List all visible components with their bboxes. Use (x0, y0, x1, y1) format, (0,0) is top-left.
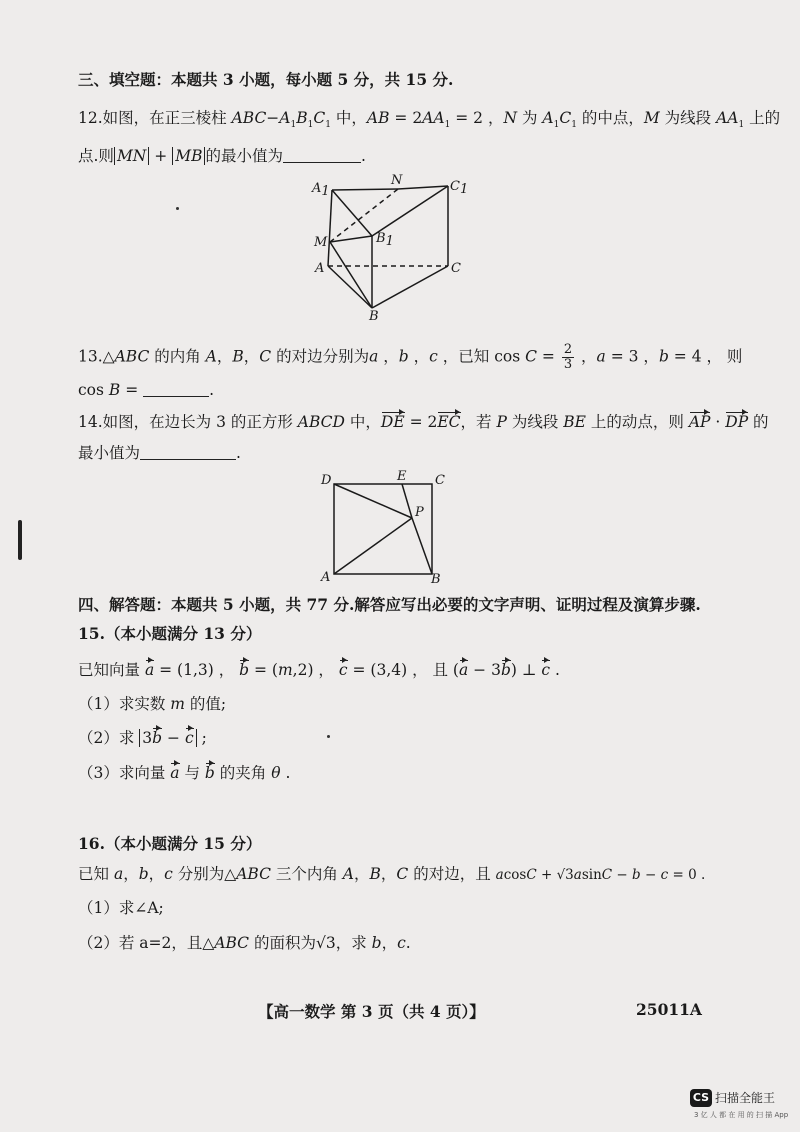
q15-part1: （1）求实数 m 的值; (78, 695, 227, 713)
camscanner-watermark (690, 1087, 775, 1107)
label-B: B (369, 309, 379, 322)
answer-blank[interactable] (283, 148, 361, 163)
label-P: P (415, 505, 424, 520)
label-B: B (431, 572, 441, 585)
label-N: N (391, 173, 403, 188)
answer-blank[interactable] (143, 382, 209, 397)
camscanner-logo-icon: CS (690, 1089, 712, 1107)
q15-line1: 已知向量 a = (1,3) ， b = (m,2) ， c = (3,4) ， 且 (a − 3b) ⊥ c . (78, 661, 560, 679)
label-A: A (321, 570, 331, 585)
section-3-title: 三、填空题：本题共 3 小题，每小题 5 分，共 15 分. (78, 70, 454, 89)
q12-line2: 点.则 MN + MB 的最小值为 . (78, 147, 366, 165)
label-C: C (435, 473, 445, 488)
label-C: C (451, 261, 461, 276)
q13-line2: cos B = . (78, 381, 215, 399)
q16-header: 16.（本小题满分 15 分） (78, 834, 262, 853)
camscanner-tagline: 3 亿 人 都 在 用 的 扫 描 App (694, 1111, 789, 1119)
page-footer: 【高一数学 第 3 页（共 4 页）】 (258, 1002, 485, 1021)
label-D: D (321, 473, 332, 488)
q14-line2: 最小值为 . (78, 444, 241, 462)
answer-blank[interactable] (140, 445, 236, 460)
scan-edge-mark (18, 520, 22, 560)
label-M: M (314, 235, 328, 250)
camscanner-name: 扫描全能王 (715, 1091, 776, 1105)
label-E: E (397, 470, 407, 484)
q16-part2: （2）若 a=2，且△ABC 的面积为√3，求 b，c. (78, 934, 411, 952)
q16-line1: 已知 a，b，c 分别为△ABC 三个内角 A，B，C 的对边，且 acosC + √3asinC − b − c = 0 . (78, 865, 706, 883)
q15-part3: （3）求向量 a 与 b 的夹角 θ . (78, 764, 291, 782)
figure-prism (300, 172, 480, 322)
q16-part1: （1）求∠A; (78, 899, 164, 917)
fraction-two-thirds: $\frac{2}{3}$ (563, 342, 573, 372)
q12-line1: 12.如图，在正三棱柱 $ABC-A_1B_1C_1$ 中，AB = $2AA_1 = 2$ ，N 为 $A_1C_1$ 的中点，M 为线段 $AA_1$ 上的 (78, 109, 781, 131)
label-A: A (315, 261, 325, 276)
figure-square (318, 470, 453, 585)
section-4-title: 四、解答题：本题共 5 小题，共 77 分.解答应写出必要的文字声明、证明过程及演算步骤. (78, 595, 701, 614)
q15-header: 15.（本小题满分 13 分） (78, 624, 262, 643)
q13-line1: 13.△ABC 的内角 A，B，C 的对边分别为a ，b ，c ，已知 cos C = $\frac{2}{3}$ ，a = 3 ，b = 4 ， 则 (78, 342, 743, 372)
label-A1: A1 (312, 181, 330, 199)
label-B1: B1 (376, 231, 394, 249)
exam-code: 25011A (636, 1000, 702, 1019)
scan-speck (327, 735, 330, 738)
scan-speck (176, 207, 179, 210)
label-C1: C1 (450, 179, 469, 197)
q14-line1: 14.如图，在边长为 3 的正方形 ABCD 中，DE = 2EC，若 P 为线段 BE 上的动点，则 AP · DP 的 (78, 413, 769, 431)
q15-part2: （2）求 3b − c ; (78, 729, 207, 747)
